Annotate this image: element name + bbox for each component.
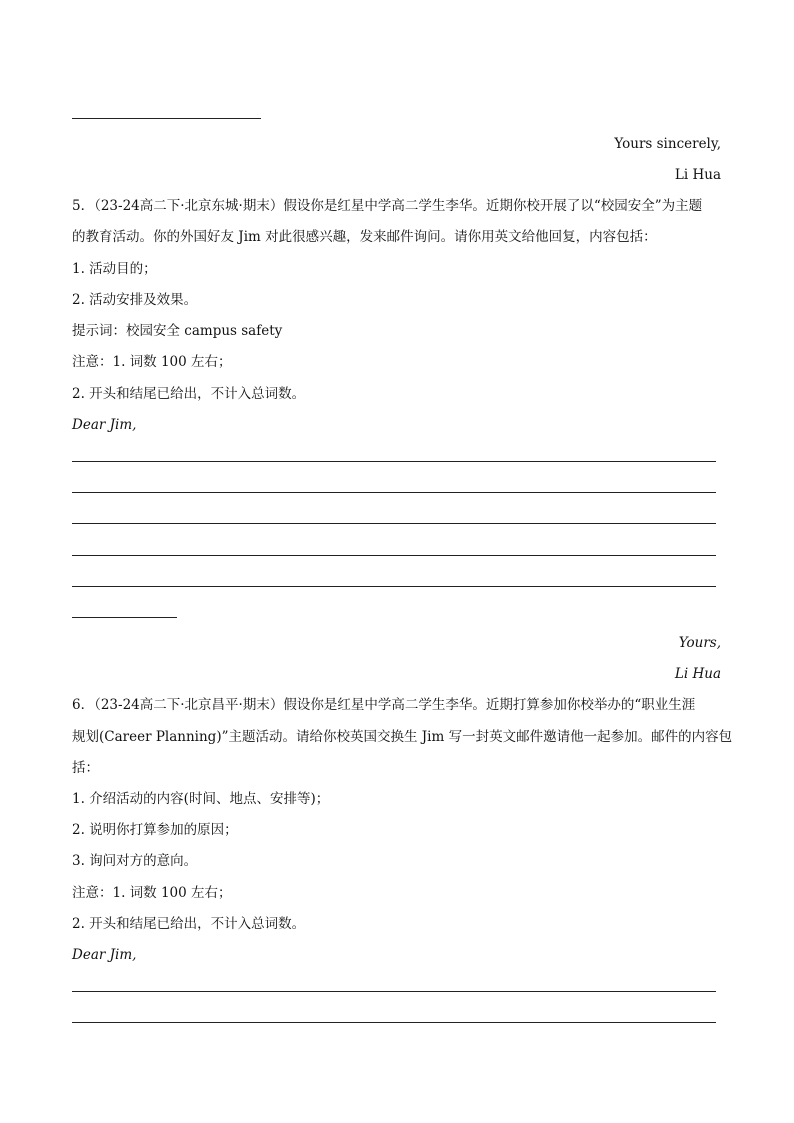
question-5-hint: 提示词：校园安全 campus safety [72, 323, 283, 339]
answer-line [72, 991, 716, 992]
answer-line [72, 555, 716, 556]
question-5-item-2: 2. 活动安排及效果。 [72, 292, 198, 308]
question-6-item-1: 1. 介绍活动的内容(时间、地点、安排等)； [72, 791, 330, 807]
answer-line-short [72, 617, 177, 618]
question-6-item-3: 3. 询问对方的意向。 [72, 853, 198, 869]
question-5-closing: Yours, [678, 635, 721, 651]
answer-line [72, 461, 716, 462]
question-6-item-2: 2. 说明你打算参加的原因； [72, 822, 238, 838]
closing-text: Yours sincerely, [614, 136, 721, 152]
answer-line-short [72, 118, 261, 119]
question-source: （23-24高二下·北京昌平·期末） [94, 697, 284, 713]
question-number: 6． [72, 697, 95, 713]
question-5-greeting: Dear Jim, [72, 417, 137, 433]
question-number: 5． [72, 198, 95, 214]
question-prompt: 假设你是红星中学高二学生李华。近期你校开展了以“校园安全”为主题 [283, 198, 703, 214]
question-5-item-1: 1. 活动目的； [72, 261, 157, 277]
question-5-line-2: 的教育活动。你的外国好友 Jim 对此很感兴趣，发来邮件询问。请你用英文给他回复，内容包括： [72, 229, 657, 245]
question-6-line-1 [72, 696, 695, 714]
question-source: （23-24高二下·北京东城·期末） [94, 198, 284, 214]
question-5-signature: Li Hua [674, 666, 721, 682]
question-6-note-1: 注意：1. 词数 100 左右； [72, 885, 232, 901]
question-5-note-1: 注意：1. 词数 100 左右； [72, 354, 232, 370]
signature-text: Li Hua [674, 167, 721, 183]
question-6-line-3: 括： [72, 760, 99, 776]
answer-line [72, 523, 716, 524]
question-5-line-1 [72, 197, 702, 215]
question-prompt: 假设你是红星中学高二学生李华。近期打算参加你校举办的“职业生涯 [283, 697, 696, 713]
question-6-line-2: 规划(Career Planning)”主题活动。请给你校英国交换生 Jim 写一封英文邮件邀请他一起参加。邮件的内容包 [72, 729, 733, 745]
answer-line [72, 1022, 716, 1023]
question-5-note-2: 2. 开头和结尾已给出，不计入总词数。 [72, 386, 306, 402]
question-6-note-2: 2. 开头和结尾已给出，不计入总词数。 [72, 916, 306, 932]
question-6-greeting: Dear Jim, [72, 947, 137, 963]
answer-line [72, 492, 716, 493]
answer-line [72, 586, 716, 587]
